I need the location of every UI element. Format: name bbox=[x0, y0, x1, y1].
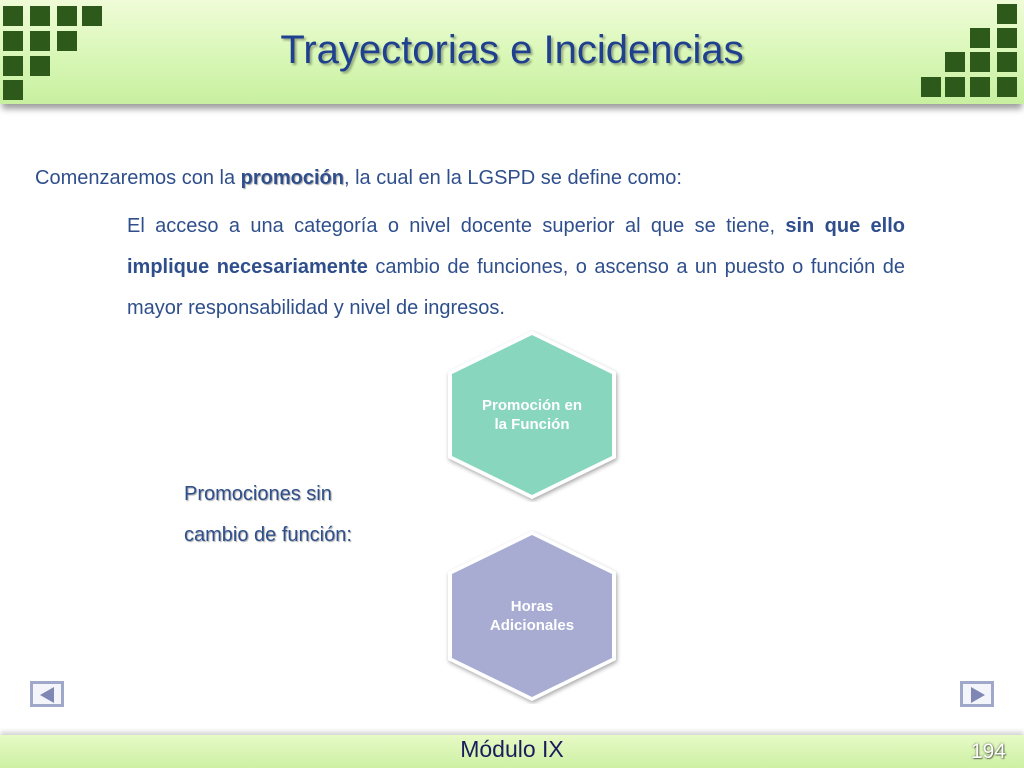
header-banner bbox=[0, 0, 1024, 104]
module-label: Módulo IX bbox=[460, 736, 564, 762]
intro-before: Comenzaremos con la bbox=[35, 167, 241, 189]
hexagon-label-line1: Promoción en bbox=[481, 397, 582, 414]
hexagon-promocion-funcion bbox=[443, 328, 621, 502]
hexagon-label-line2: la Función bbox=[494, 416, 570, 433]
next-slide-button[interactable] bbox=[960, 681, 994, 707]
next-arrow-icon bbox=[971, 687, 985, 703]
slide-title: Trayectorias e Incidencias bbox=[280, 28, 744, 72]
subheading-line1: Promociones sin bbox=[184, 483, 332, 505]
hexagon-label bbox=[443, 396, 621, 434]
page-number: 194 bbox=[970, 740, 1006, 763]
footer-bar bbox=[0, 735, 1024, 768]
intro-after: , la cual en la LGSPD se define como: bbox=[344, 167, 682, 189]
definition-part2: cambio de funciones, o ascenso a un puesto o función de mayor responsabilidad y nivel de ingresos. bbox=[127, 256, 905, 319]
hexagon-label bbox=[443, 597, 621, 635]
prev-arrow-icon bbox=[40, 687, 54, 703]
intro-emphasis: promoción bbox=[240, 167, 344, 189]
prev-slide-button[interactable] bbox=[30, 681, 64, 707]
definition-paragraph bbox=[127, 206, 905, 329]
hexagon-horas-adicionales bbox=[443, 528, 621, 704]
hexagon-label-line1: Horas bbox=[510, 598, 554, 615]
intro-text bbox=[35, 167, 682, 190]
definition-bold: sin que ello implique necesariamente bbox=[127, 215, 905, 278]
definition-part1: El acceso a una categoría o nivel docente superior al que se tiene, bbox=[127, 215, 786, 237]
subheading bbox=[184, 474, 352, 556]
subheading-line2: cambio de función: bbox=[184, 524, 352, 546]
hexagon-label-line2: Adicionales bbox=[489, 617, 575, 634]
